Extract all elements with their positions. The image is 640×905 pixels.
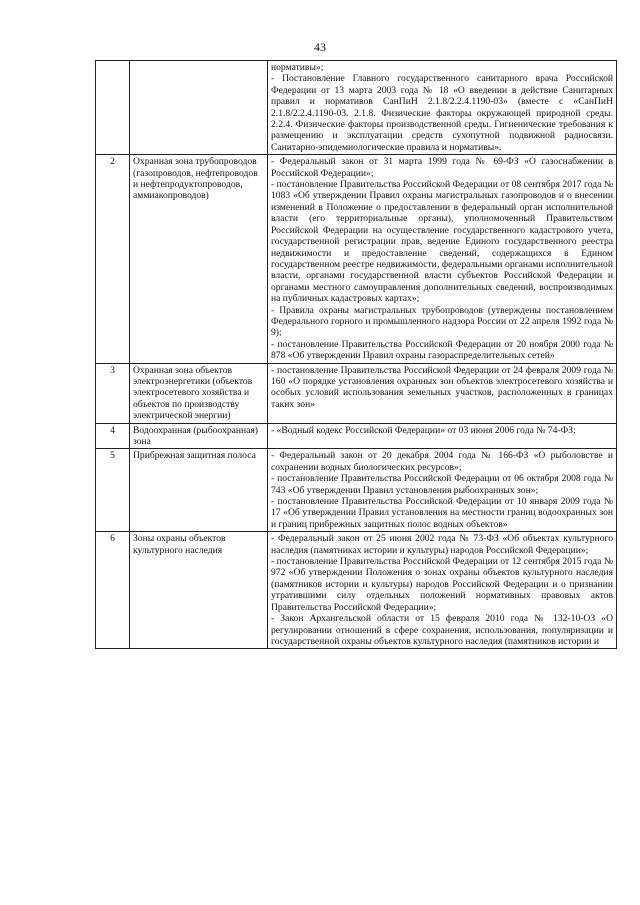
zone-name [130,61,268,155]
row-number: 2 [96,155,130,363]
legal-document: - постановление Правительства Российской Федерации от 24 февраля 2009 года № 160 «О порядке установления охранных зон объектов электросетевого хозяйства и особых условий использования земельных участков, расположенных в границах таких зон» [271,364,613,410]
legal-document: - Закон Архангельской области от 15 февраля 2010 года № 132-10-ОЗ «О регулировании отношений в сфере сохранения, использования, популяризации и государственной охраны объектов культурного наследия (памятников истории и [271,613,613,647]
legal-document: - Правила охраны магистральных трубопроводов (утверждены постановлением Федерального горного и промышленного надзора России от 22 апреля 1992 года № 9); [271,304,613,339]
legal-document: - Федеральный закон от 20 декабря 2004 года № 166-ФЗ «О рыболовстве и сохранении водных биологических ресурсов»; [271,450,613,473]
legal-basis [268,423,617,449]
row-number: 5 [96,449,130,532]
legal-basis [268,449,617,532]
legal-document: - постановление Правительства Российской Федерации от 10 января 2009 года № 17 «Об утверждении Правил установления на местности границ водоохранных зон и границ прибрежных защитных полос водных объектов» [271,496,613,530]
table-row [96,532,617,649]
row-number: 4 [96,423,130,449]
table-row [96,155,617,363]
zone-name: Охранная зона трубопроводов (газопроводов, нефтепроводов и нефтепродуктопроводов, аммиакопроводов) [130,155,268,363]
zone-name: Прибрежная защитная полоса [130,449,268,532]
page-number: 43 [314,40,326,54]
table-row [96,363,617,423]
legal-document: - «Водный кодекс Российской Федерации» от 03 июня 2006 года № 74-ФЗ; [271,424,576,436]
row-number: 6 [96,532,130,649]
table-row [96,61,617,155]
legal-document: - постановление Правительства Российской Федерации от 06 октября 2008 года № 743 «Об утверждении Правил установления рыбоохранных зон»; [271,473,613,496]
legal-basis [268,532,617,649]
legal-document: - постановление Правительства Российской Федерации от 08 сентября 2017 года № 1083 «Об утверждении Правил охраны магистральных газопроводов и о внесении изменений в Положение о предоставлении в федеральный орган исполнительной власти (его территориальные органы), уполномоченный Правительством Российской Федерации на осуществление государственного кадастрового учета, государственной регистрации прав, ведение Единого государственного реестра недвижимости и предоставление сведений, содержащихся в Едином государственном реестре недвижимости, федеральными органами исполнительной власти, органами государственной власти субъектов Российской Федерации и органами местного самоуправления дополнительных сведений, воспроизводимых на публичных кадастровых картах»; [271,179,613,305]
row-number: 3 [96,363,130,423]
zone-name: Охранная зона объектов электроэнергетики (объектов электросетевого хозяйства и объектов по производству электрической энергии) [130,363,268,423]
row-number [96,61,130,155]
legal-document: нормативы»; [271,62,324,73]
table-row [96,423,617,449]
legal-document: - Постановление Главного государственного санитарного врача Российской Федерации от 13 марта 2003 года № 18 «О введении в действие Санитарных правил и нормативов СанПиН 2.1.8/2.2.4.1190-03» (вместе с «СанПиН 2.1.8/2.2.4.1190-03. 2.1.8. Физические факторы окружающей природной среды. 2.2.4. Физические факторы производственной среды. Гигиенические требования к размещению и эксплуатации средств сухопутной подвижной радиосвязи. Санитарно-эпидемиологические правила и нормативы». [271,73,613,153]
legal-document: - Федеральный закон от 31 марта 1999 года № 69-ФЗ «О газоснабжении в Российской Федерации»; [271,156,613,179]
legal-document: - постановление Правительства Российской Федерации от 12 сентября 2015 года № 972 «Об утверждении Положения о зонах охраны объектов культурного наследия (памятников истории и культуры) народов Российской Федерации и о признании утратившими силу отдельных положений нормативных правовых актов Правительства Российской Федерации»; [271,556,613,613]
zones-table [95,60,617,649]
legal-document: - Федеральный закон от 25 июня 2002 года № 73-ФЗ «Об объектах культурного наследия (памятниках истории и культуры) народов Российской Федерации»; [271,533,613,556]
table-row [96,449,617,532]
legal-basis [268,155,617,363]
zone-name: Водоохранная (рыбоохранная) зона [130,423,268,449]
zone-name: Зоны охраны объектов культурного наследия [130,532,268,649]
legal-basis [268,363,617,423]
legal-document: - постановление Правительства Российской Федерации от 20 ноября 2000 года № 878 «Об утверждении Правил охраны газораспределительных сетей» [271,338,613,362]
legal-basis [268,61,617,155]
